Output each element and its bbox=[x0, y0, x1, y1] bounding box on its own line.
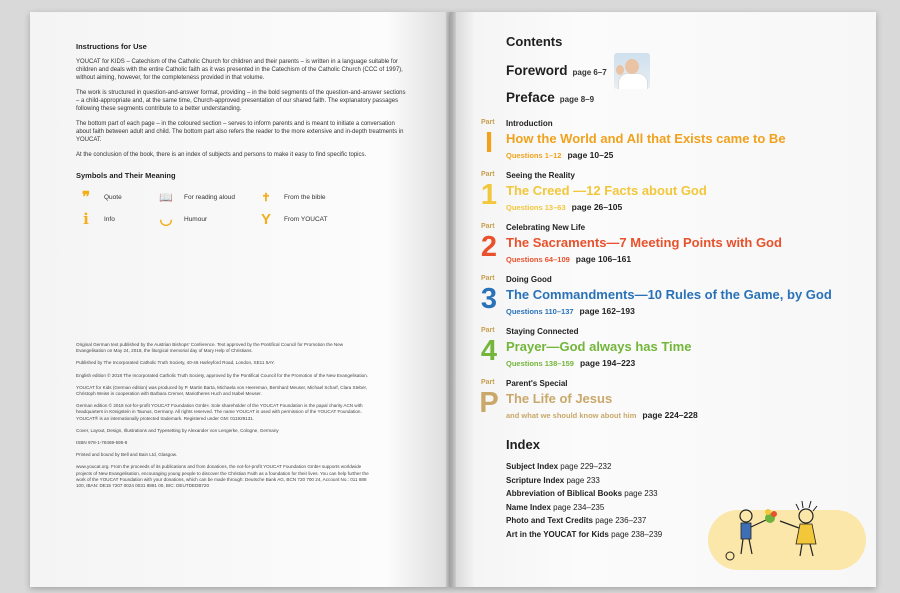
part-number: I bbox=[484, 127, 494, 159]
index-item bbox=[506, 460, 866, 474]
legal-paragraph: English edition © 2018 The Incorporated Catholic Truth Society, approved by the Pontifical Council for the Promotion of the New Evangelisation. bbox=[76, 372, 369, 378]
part-subline bbox=[506, 202, 622, 212]
preface-row bbox=[506, 90, 866, 105]
part-title: The Sacraments—7 Meeting Points with God bbox=[506, 235, 782, 250]
part-label: Part bbox=[481, 379, 495, 386]
youcat-y-icon: Y bbox=[260, 210, 271, 228]
preface-label: Preface bbox=[506, 90, 555, 105]
symbols-row-2 bbox=[76, 208, 406, 230]
symbol-label: From the bible bbox=[284, 193, 326, 201]
legal-section bbox=[76, 342, 371, 495]
index-pages: page 229–232 bbox=[560, 462, 612, 471]
children-drawing-icon bbox=[708, 490, 868, 572]
part-entry bbox=[480, 171, 866, 223]
part-pages: page 26–105 bbox=[571, 202, 623, 212]
part-entry bbox=[480, 275, 866, 327]
smiley-icon: ◡ bbox=[159, 211, 173, 228]
part-label: Part bbox=[481, 327, 495, 334]
instructions-title: Instructions for Use bbox=[76, 42, 147, 51]
index-label: Subject Index bbox=[506, 462, 559, 471]
part-entry bbox=[480, 223, 866, 275]
part-kicker: Introduction bbox=[506, 119, 553, 128]
part-questions: Questions 110–137 bbox=[506, 307, 574, 316]
legal-paragraph: Original German text published by the Austrian Bishops' Conference. Text approved by the Pontifical Council for Promotion the New Evangelisation on May 24, 2018, the liturgical memorial day of Mary Help of Christians. bbox=[76, 342, 344, 354]
part-kicker: Parent's Special bbox=[506, 379, 568, 388]
part-number: 1 bbox=[480, 179, 498, 211]
book-gutter bbox=[446, 12, 456, 587]
part-title: Prayer—God always has Time bbox=[506, 339, 692, 354]
foreword-row bbox=[506, 63, 866, 78]
index-label: Scripture Index bbox=[506, 475, 565, 485]
part-pages: page 194–223 bbox=[579, 358, 636, 368]
index-item bbox=[506, 474, 866, 488]
index-pages: page 234–235 bbox=[553, 502, 605, 512]
legal-paragraph: Published by The Incorporated Catholic Truth Society, 40-46 Harleyford Road, London, SE11 5AY. bbox=[76, 360, 275, 366]
preface-pages: page 8–9 bbox=[559, 95, 595, 104]
part-questions: Questions 13–63 bbox=[506, 203, 566, 212]
index-label: Name Index bbox=[506, 502, 551, 512]
quote-icon: ❞ bbox=[81, 189, 91, 206]
part-number: 2 bbox=[480, 231, 498, 263]
part-title: The Creed —12 Facts about God bbox=[506, 183, 707, 198]
part-kicker: Seeing the Reality bbox=[506, 171, 575, 180]
part-subline bbox=[506, 358, 635, 368]
part-label: Part bbox=[481, 223, 495, 230]
part-questions: Questions 138–159 bbox=[506, 359, 574, 368]
symbol-label: Info bbox=[104, 215, 115, 223]
part-pages: page 224–228 bbox=[642, 410, 698, 420]
symbol-label: From YOUCAT bbox=[284, 215, 328, 223]
part-kicker: Doing Good bbox=[506, 275, 552, 284]
symbols-title: Symbols and Their Meaning bbox=[76, 171, 176, 180]
index-pages: page 236–237 bbox=[595, 516, 647, 525]
parts-list bbox=[479, 119, 866, 431]
legal-paragraph: German edition © 2018 not-for-profit YOUCAT Foundation GmbH. Sole shareholder of the YOUCAT Foundation is the papal charity ACN with headquarters in Königstein in Taunus, Germany. All rights reserved. The name YOUCAT is used with permission of the YOUCAT Foundation. YOUCAT® is an internationally protected trademark. Registered under GM: 011929131. bbox=[76, 403, 363, 421]
part-subline bbox=[506, 306, 635, 316]
symbol-item bbox=[256, 211, 356, 227]
index-label: Photo and Text Credits bbox=[506, 516, 593, 525]
part-pages: page 10–25 bbox=[567, 150, 614, 160]
part-subline bbox=[506, 254, 631, 264]
part-title: The Life of Jesus bbox=[506, 391, 613, 406]
part-entry bbox=[479, 379, 866, 431]
part-questions: and what we should know about him bbox=[506, 411, 637, 420]
contents-title: Contents bbox=[506, 34, 563, 49]
symbol-item bbox=[76, 189, 156, 205]
bible-icon: ✝ bbox=[261, 191, 271, 204]
symbol-item bbox=[76, 211, 156, 227]
foreword-label: Foreword bbox=[506, 63, 568, 78]
foreword-pages: page 6–7 bbox=[572, 68, 607, 77]
right-page bbox=[450, 12, 876, 587]
kids-illustration bbox=[708, 490, 868, 572]
symbol-item bbox=[156, 211, 256, 227]
legal-paragraph: Cover, Layout, Design, Illustrations and Typesetting by Alexander von Lengerke, Cologne, Germany bbox=[76, 427, 279, 433]
contents-section bbox=[479, 34, 866, 541]
part-kicker: Staying Connected bbox=[506, 327, 579, 336]
legal-paragraph: Printed and bound by Bell and Bain Ltd, Glasgow. bbox=[76, 452, 178, 458]
index-pages: page 238–239 bbox=[611, 529, 663, 539]
index-label: Abbreviation of Biblical Books bbox=[506, 489, 623, 498]
symbol-item bbox=[156, 189, 256, 205]
part-label: Part bbox=[481, 275, 495, 282]
symbol-label: Quote bbox=[104, 193, 122, 201]
pope-hand bbox=[616, 65, 624, 75]
part-title: The Commandments—10 Rules of the Game, by God bbox=[506, 287, 832, 302]
part-subline bbox=[506, 410, 698, 420]
index-pages: page 233 bbox=[566, 475, 600, 485]
instructions-section bbox=[76, 42, 406, 230]
part-pages: page 162–193 bbox=[579, 306, 635, 316]
instructions-paragraph: The work is structured in question-and-answer format, providing – in the bold segments of the question-and-answer sections – a child-appropriate and, at the same time, Church-approved presentation of our shared faith. The explanatory passages following these segments contribute to a better understanding. bbox=[76, 90, 406, 112]
part-pages: page 106–161 bbox=[575, 254, 632, 264]
part-entry bbox=[480, 327, 866, 379]
index-title: Index bbox=[506, 437, 540, 452]
pope-robe bbox=[618, 73, 648, 89]
part-label: Part bbox=[481, 171, 495, 178]
symbol-item bbox=[256, 189, 356, 205]
part-entry bbox=[481, 119, 866, 171]
instructions-paragraph: The bottom part of each page – in the coloured section – serves to inform parents and is meant to initiate a conversation about faith between adult and child. The bottom part also refers the reader to the more extensive and in-depth treatments in YOUCAT. bbox=[76, 121, 404, 143]
part-questions: Questions 64–109 bbox=[506, 255, 570, 264]
index-pages: page 233 bbox=[624, 489, 658, 498]
instructions-paragraph: YOUCAT for KIDS – Catechism of the Catholic Church for children and their parents – is written in a language suitable for children and deals with the entire Catholic faith as it was presented in the Catechism of the Catholic Church (CCC of 1997), without aiming, however, for the completeness provided in that volume. bbox=[76, 59, 403, 81]
part-title: How the World and All that Exists came to Be bbox=[506, 131, 786, 146]
symbol-label: Humour bbox=[184, 215, 208, 223]
index-label: Art in the YOUCAT for Kids bbox=[506, 529, 609, 539]
part-subline bbox=[506, 150, 613, 160]
pope-face bbox=[625, 59, 639, 74]
part-number: 3 bbox=[480, 283, 498, 315]
legal-paragraph: YOUCAT for Kids (German edition) was produced by P. Martin Barta, Michaela von Heereman, Bernhard Meuser, Michael Scharf, Clara Steber, Christoph Weiss in cooperation with Barbara Cremer, Mariotheres Huch and Isabel Meuser. bbox=[76, 384, 368, 397]
legal-paragraph: www.youcat.org. From the proceeds of its publications and from donations, the not-for-profit YOUCAT Foundation GmbH supports worldwide projects of New Evangelisation, encouraging young people to discover the Christian Faith as a foundation for their lives. You can help further the work of the YOUCAT Foundation with your donations, which can be made through: Deutsche Bank AG, BCN 720 700 24, Account No.: 011 888 100, IBAN: DE15 7207 0024 0031 8881 00, BIC: DEUTDEDB720 bbox=[76, 464, 369, 489]
left-page bbox=[30, 12, 450, 587]
pope-photo bbox=[614, 53, 650, 89]
open-book-icon: 📖 bbox=[159, 191, 173, 204]
book-spread bbox=[30, 12, 876, 587]
instructions-paragraph: At the conclusion of the book, there is an index of subjects and persons to make it easy to find specific topics. bbox=[76, 152, 367, 158]
info-icon: i bbox=[83, 210, 89, 228]
part-questions: Questions 1–12 bbox=[506, 151, 562, 160]
symbols-row-1 bbox=[76, 186, 406, 208]
part-number: 4 bbox=[480, 335, 498, 367]
part-number: P bbox=[479, 387, 499, 419]
symbol-label: For reading aloud bbox=[184, 193, 235, 201]
part-label: Part bbox=[481, 119, 495, 126]
legal-paragraph: ISBN 978-1-78469-595-8 bbox=[76, 440, 128, 446]
part-kicker: Celebrating New Life bbox=[506, 223, 586, 232]
